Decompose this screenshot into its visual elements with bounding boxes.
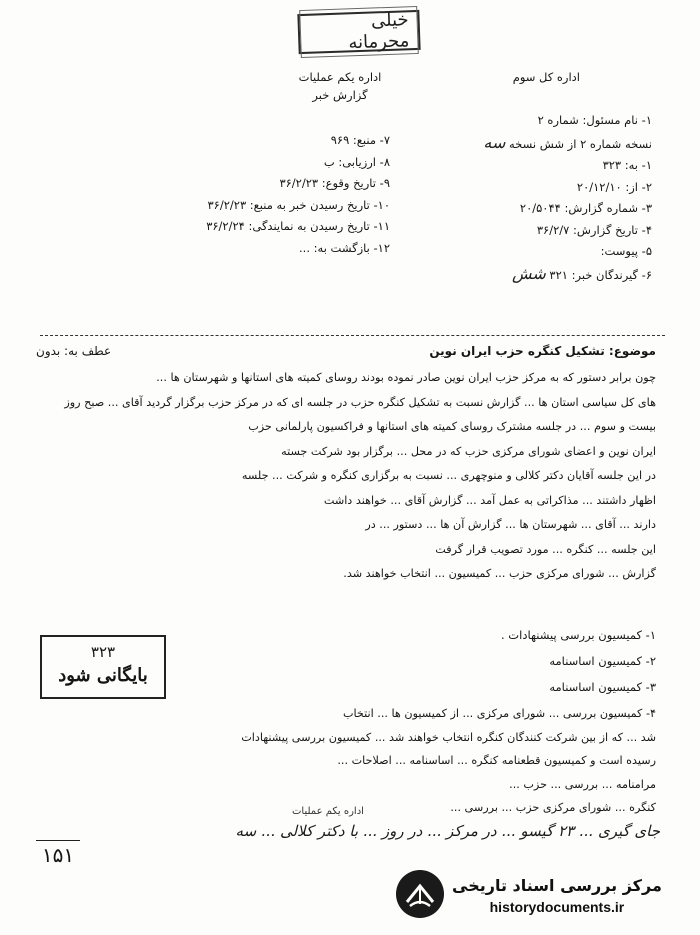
meta-right-item: ۱- نام مسئول: شماره ۲ xyxy=(537,113,652,127)
header-center xyxy=(260,68,420,104)
lower-line: مرامنامه ... بررسی ... حزب ... xyxy=(509,777,656,791)
hand-mark: سه xyxy=(483,132,506,152)
meta-left-item: ۱۱- تاریخ رسیدن به نمایندگی: ۳۶/۲/۲۴ xyxy=(206,219,390,233)
lower-line: کنگره ... شورای مرکزی حزب ... بررسی ... xyxy=(450,801,656,814)
header-center-line1: اداره یکم عملیات xyxy=(298,70,382,84)
body-line: ایران نوین و اعضای شورای مرکزی حزب که در محل ... برگزار بود شرکت جسته xyxy=(281,444,656,458)
header-center-line2: گزارش خبر xyxy=(312,88,368,102)
list-item: ۲- کمیسیون اساسنامه xyxy=(549,654,656,668)
meta-right-item: ۶- گیرندگان خبر: ۳۲۱ شش xyxy=(511,263,652,283)
meta-left-column xyxy=(120,130,390,259)
commission-list xyxy=(216,622,656,700)
body-line: چون برابر دستور که به مرکز حزب ایران نوین صادر نموده بودند روسای کمیته های استانها و شهرستان ها ... xyxy=(156,371,656,384)
meta-right-item: ۲- از: ۲۰/۱۲/۱۰ xyxy=(576,179,652,194)
header-office-label: اداره کل سوم xyxy=(512,70,580,84)
meta-left-item: ۷- منبع: ۹۶۹ xyxy=(330,133,390,147)
logo-text-en: historydocuments.ir xyxy=(489,899,625,915)
subject-row xyxy=(36,344,656,358)
meta-right-item: ۳- شماره گزارش: ۲۰/۵۰۴۴ xyxy=(519,201,652,215)
lower-line: شد ... که از بین شرکت کنندگان کنگره انتخاب خواهند شد ... کمیسیون بررسی پیشنهادات xyxy=(241,730,656,744)
meta-left-item: ۱۲- بازگشت به: ... xyxy=(299,240,390,255)
logo-text-fa: مرکز بررسی اسناد تاریخی xyxy=(452,876,662,895)
body-line: این جلسه ... کنگره ... مورد تصویب قرار گرفت xyxy=(435,542,656,556)
body-line: گزارش ... شورای مرکزی حزب ... کمیسیون ... انتخاب خواهند شد. xyxy=(343,567,656,580)
meta-right-item: نسخه شماره ۲ از شش نسخه سه xyxy=(483,132,652,152)
logo-text xyxy=(452,873,662,915)
meta-left-item: ۹- تاریخ وقوع: ۳۶/۲/۲۳ xyxy=(279,176,390,190)
meta-left-item: ۱۰- تاریخ رسیدن خبر به منبع: ۳۶/۲/۲۳ xyxy=(207,197,390,212)
meta-right-item: ۵- پیوست: xyxy=(600,244,652,258)
meta-left-item: ۸- ارزیابی: ب xyxy=(323,154,390,169)
archive-stamp-label: بایگانی شود xyxy=(58,665,148,686)
archive-stamp xyxy=(40,635,166,699)
divider-line xyxy=(40,335,665,336)
hand-mark-copies: شش xyxy=(511,263,546,283)
classification-stamp xyxy=(297,10,420,54)
archive-stamp-number: ۳۲۳ xyxy=(90,643,116,661)
body-line: اظهار داشتند ... مذاکراتی به عمل آمد ... گزارش آقای ... خواهند داشت xyxy=(323,493,656,507)
meta-right-item: ۴- تاریخ گزارش: ۳۶/۲/۷ xyxy=(536,222,652,237)
book-logo-icon xyxy=(394,868,446,920)
list-item: ۱- کمیسیون بررسی پیشنهادات . xyxy=(501,628,656,642)
handwritten-note: جای گیری ... ۲۳ گیسو ... در مرکز ... در روز ... با دکتر کلالی ... سه xyxy=(235,822,660,840)
lower-line: ۴- کمیسیون بررسی ... شورای مرکزی ... از کمیسیون ها ... انتخاب xyxy=(342,707,656,720)
body-line: دارند ... آقای ... شهرستان ها ... گزارش آن ها ... دستور ... در xyxy=(365,518,656,531)
page-number: ۱۵۱ xyxy=(36,840,80,867)
meta-right-column xyxy=(352,110,652,286)
report-body xyxy=(36,366,656,587)
classification-stamp-text: خیلی محرمانه xyxy=(299,6,419,58)
report-lower-body xyxy=(36,702,656,820)
footer-office-label: اداره یکم عملیات xyxy=(292,806,364,817)
meta-right-item: ۱- به: ۳۲۳ xyxy=(602,158,652,172)
subject-ref: عطف به: بدون xyxy=(36,344,112,358)
list-item: ۳- کمیسیون اساسنامه xyxy=(549,680,656,694)
body-line: بیست و سوم ... در جلسه مشترک روسای کمیته های استانها و فراکسیون پارلمانی حزب xyxy=(248,420,656,433)
watermark-logo xyxy=(394,862,684,926)
body-line: های کل سیاسی استان ها ... گزارش نسبت به تشکیل کنگره حزب در جلسه ای که در مرکز حزب برگزار گردید آقای ... صبح روز xyxy=(64,395,656,409)
lower-line: رسیده است و کمیسیون قطعنامه کنگره ... اساسنامه ... اصلاحات ... xyxy=(337,754,656,767)
subject-text: موضوع: تشکیل کنگره حزب ایران نوین xyxy=(429,344,656,358)
body-line: در این جلسه آقایان دکتر کلالی و منوچهری ... نسبت به برگزاری کنگره و شرکت ... جلسه xyxy=(241,469,656,482)
